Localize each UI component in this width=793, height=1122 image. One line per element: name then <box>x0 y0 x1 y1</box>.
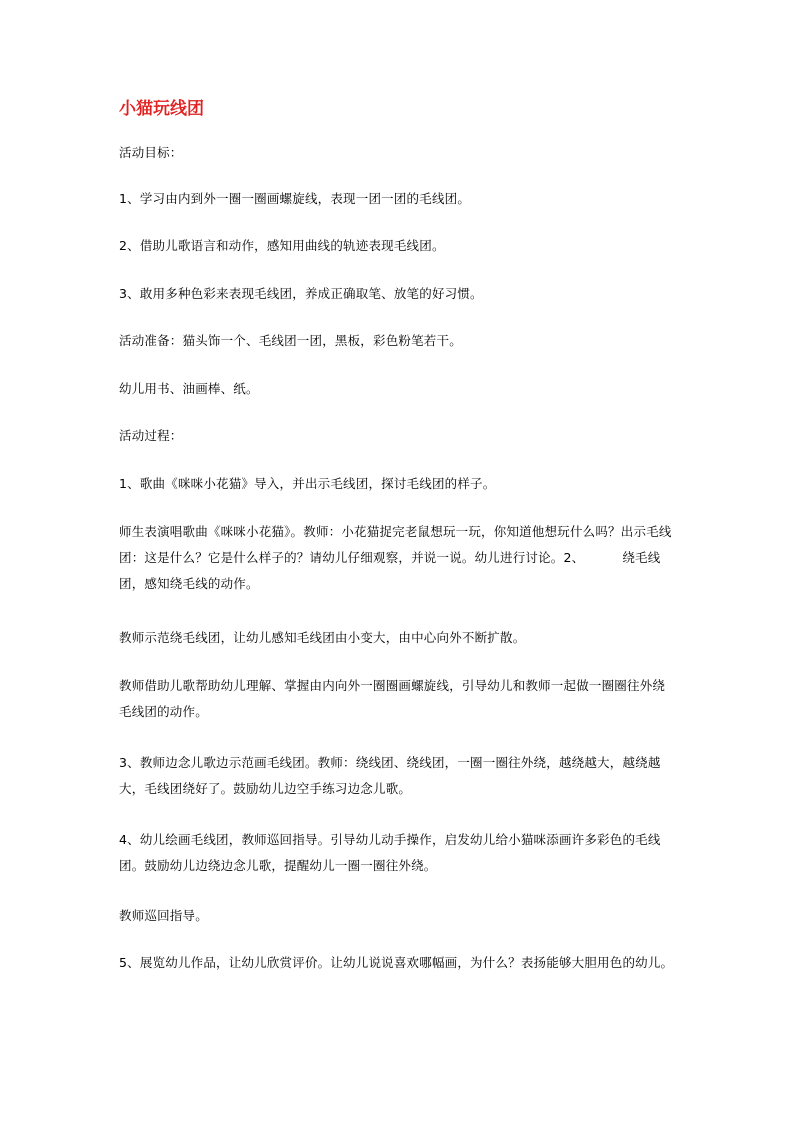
process-step-4-note: 教师巡回指导。 <box>119 908 208 923</box>
goal-item-1: 1、学习由内到外一圈一圈画螺旋线，表现一团一团的毛线团。 <box>119 191 471 206</box>
process-step-2-detail: 教师借助儿歌帮助幼儿理解、掌握由内向外一圈圈画螺旋线，引导幼儿和教师一起做一圈圈往外绕毛线团的动作。 <box>119 678 666 719</box>
process-step-1-detail-text: 师生表演唱歌曲《咪咪小花猫》。教师：小花猫捉完老鼠想玩一玩，你知道他想玩什么吗？出示毛线团：这是什么？它是什么样子的？请幼儿仔细观察，并说一说。幼儿进行讨论。2、 <box>119 524 672 565</box>
process-step-1: 1、歌曲《咪咪小花猫》导入，并出示毛线团，探讨毛线团的样子。 <box>119 476 496 491</box>
materials-paragraph: 幼儿用书、油画棒、纸。 <box>119 381 259 396</box>
process-step-5: 5、展览幼儿作品，让幼儿欣赏评价。让幼儿说说喜欢哪幅画，为什么？表扬能够大胆用色的幼儿。 <box>119 955 674 970</box>
process-step-4: 4、幼儿绘画毛线团，教师巡回指导。引导幼儿动手操作，启发幼儿给小猫咪添画许多彩色的毛线团。鼓励幼儿边绕边念儿歌，提醒幼儿一圈一圈往外绕。 <box>119 832 661 873</box>
section-heading-goals: 活动目标： <box>119 145 183 160</box>
process-step-3: 3、教师边念儿歌边示范画毛线团。教师：绕线团、绕线团，一圈一圈往外绕，越绕越大，越绕越大，毛线团绕好了。鼓励幼儿边空手练习边念儿歌。 <box>119 755 661 796</box>
preparation-paragraph: 活动准备：猫头饰一个、毛线团一团，黑板，彩色粉笔若干。 <box>119 333 462 348</box>
goal-item-2: 2、借助儿歌语言和动作，感知用曲线的轨迹表现毛线团。 <box>119 238 445 253</box>
document-title: 小猫玩线团 <box>119 99 204 119</box>
process-step-2-heading: 绕毛线团，感知绕毛线的动作。 <box>119 550 661 591</box>
process-step-2-demo: 教师示范绕毛线团，让幼儿感知毛线团由小变大，由中心向外不断扩散。 <box>119 630 526 645</box>
process-step-1-detail <box>119 519 675 597</box>
section-heading-process: 活动过程： <box>119 428 183 443</box>
goal-item-3: 3、敢用多种色彩来表现毛线团，养成正确取笔、放笔的好习惯。 <box>119 286 483 301</box>
